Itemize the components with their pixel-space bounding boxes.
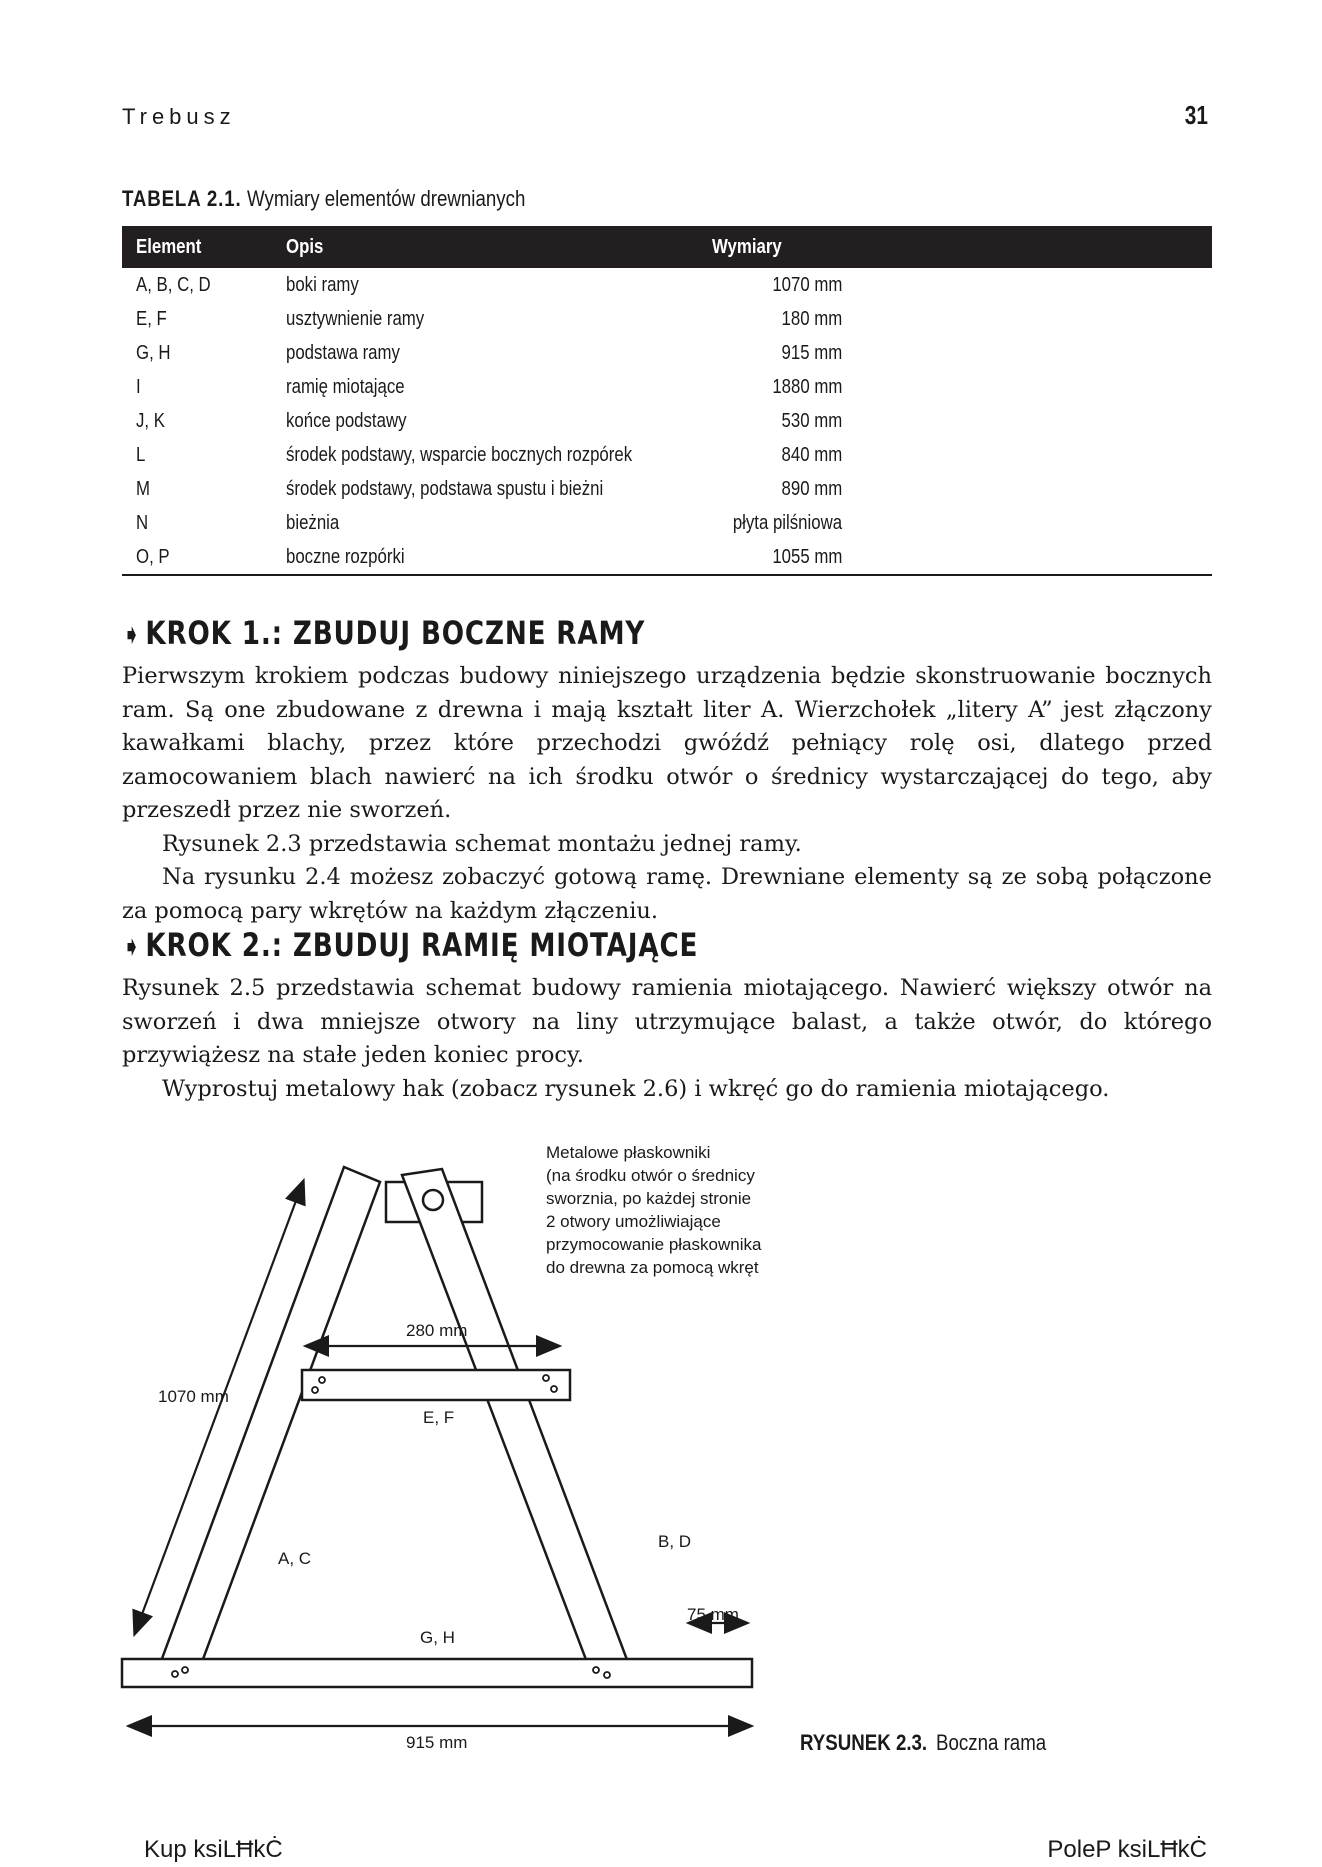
cell-element: A, B, C, D	[136, 273, 211, 296]
cell-dimension: płyta pilśniowa	[732, 511, 843, 534]
label-1070: 1070 mm	[158, 1387, 229, 1406]
table-row	[122, 438, 1212, 472]
cell-element: I	[136, 375, 141, 398]
table-row	[122, 336, 1212, 370]
table-row	[122, 404, 1212, 438]
cell-description: środek podstawy, wsparcie bocznych rozpórek	[286, 443, 633, 466]
column-header-dimensions: Wymiary	[712, 226, 854, 268]
figure-caption	[800, 1730, 1065, 1756]
cell-description: usztywnienie ramy	[286, 307, 425, 330]
running-title: Trebusz	[122, 104, 236, 129]
cell-dimension: 840 mm	[781, 443, 843, 466]
column-header-spacer	[854, 226, 1212, 268]
table-row	[122, 370, 1212, 404]
callout-line: (na środku otwór o średnicy	[546, 1166, 755, 1185]
crossbar-e-f	[302, 1370, 570, 1400]
footer-buy-link[interactable]: Kup ksiLĦkĊ	[144, 1836, 283, 1863]
step2-paragraph: Wyprostuj metalowy hak (zobacz rysunek 2.6) i wkręć go do ramienia miotającego.	[162, 1075, 1110, 1102]
label-a-c: A, C	[278, 1549, 312, 1568]
column-header-description: Opis	[286, 226, 712, 268]
table-header-row	[122, 226, 1212, 268]
label-e-f: E, F	[423, 1408, 455, 1427]
cell-element: L	[136, 443, 146, 466]
callout-line: 2 otwory umożliwiające	[546, 1212, 721, 1231]
arrow-marker-icon: ➧	[122, 618, 143, 651]
leg-a-c	[160, 1167, 380, 1678]
cell-dimension: 180 mm	[781, 307, 843, 330]
page-number: 31	[1184, 100, 1208, 130]
cell-description: bieżnia	[286, 511, 340, 534]
cell-element: M	[136, 477, 151, 500]
cell-description: podstawa ramy	[286, 341, 400, 364]
callout-line: do drewna za pomocą wkręt	[546, 1258, 759, 1277]
base-g-h	[122, 1659, 752, 1687]
column-header-element: Element	[122, 226, 286, 268]
table-row	[122, 268, 1212, 302]
cell-description: boki ramy	[286, 273, 359, 296]
cell-element: J, K	[136, 409, 165, 432]
step2-body	[122, 972, 1212, 1106]
table-caption-text: Wymiary elementów drewnianych	[246, 186, 526, 211]
label-b-d: B, D	[658, 1532, 692, 1551]
cell-dimension: 1070 mm	[772, 273, 843, 296]
cell-element: G, H	[136, 341, 171, 364]
cell-element: E, F	[136, 307, 167, 330]
label-75: 75 mm	[687, 1605, 739, 1624]
table-row	[122, 540, 1212, 575]
step2-paragraph: Rysunek 2.5 przedstawia schemat budowy ramienia miotającego. Nawierć większy otwór na sworzeń i dwa mniejsze otwory na liny utrzymujące balast, a także otwór, do którego przywiążesz na stałe jeden koniec procy.	[122, 975, 1212, 1068]
figure-caption-text: Boczna rama	[935, 1730, 1046, 1755]
cell-description: boczne rozpórki	[286, 545, 405, 568]
cell-element: N	[136, 511, 149, 534]
cell-dimension: 1880 mm	[772, 375, 843, 398]
callout-line: Metalowe płaskowniki	[546, 1143, 711, 1162]
side-frame-diagram	[110, 1130, 810, 1750]
step1-paragraph: Na rysunku 2.4 możesz zobaczyć gotową ramę. Drewniane elementy są ze sobą połączone za pomocą pary wkrętów na każdym złączeniu.	[122, 864, 1212, 924]
dimensions-table	[122, 226, 1212, 576]
cell-description: końce podstawy	[286, 409, 407, 432]
cell-dimension: 530 mm	[781, 409, 843, 432]
table-row	[122, 302, 1212, 336]
cell-dimension: 1055 mm	[772, 545, 843, 568]
cell-dimension: 890 mm	[781, 477, 843, 500]
cell-description: ramię miotające	[286, 375, 405, 398]
step1-paragraph: Pierwszym krokiem podczas budowy niniejszego urządzenia będzie skonstruowanie bocznych ram. Są one zbudowane z drewna i mają kształt liter A. Wierzchołek „litery A” jest złączony kawałkami blachy, przez które przechodzi gwóźdź pełniący rolę osi, dlatego przed zamocowaniem blach nawierć na ich środku otwór o średnicy wystarczającej do tego, aby przeszedł przez nie sworzeń.	[122, 663, 1212, 823]
label-915: 915 mm	[406, 1733, 468, 1750]
pin-hole	[423, 1190, 443, 1210]
cell-dimension: 915 mm	[781, 341, 843, 364]
step2-heading: ➧ KROK 2.: ZBUDUJ RAMIĘ MIOTAJĄCE	[122, 926, 699, 964]
figure-caption-label: RYSUNEK 2.3.	[800, 1730, 928, 1755]
step1-heading: ➧ KROK 1.: ZBUDUJ BOCZNE RAMY	[122, 614, 646, 652]
cell-element: O, P	[136, 545, 170, 568]
cell-description: środek podstawy, podstawa spustu i bieżni	[286, 477, 604, 500]
label-280: 280 mm	[406, 1321, 468, 1340]
table-caption-label: TABELA 2.1.	[122, 186, 242, 211]
table-row	[122, 506, 1212, 540]
label-g-h: G, H	[420, 1628, 455, 1647]
table-caption	[122, 186, 574, 212]
footer-recommend-link[interactable]: PoleP ksiLĦkĊ	[1047, 1836, 1207, 1863]
callout-line: sworznia, po każdej stronie	[546, 1189, 752, 1208]
step1-paragraph: Rysunek 2.3 przedstawia schemat montażu jednej ramy.	[162, 830, 802, 857]
step1-body	[122, 660, 1212, 928]
arrow-marker-icon: ➧	[122, 930, 143, 963]
callout-line: przymocowanie płaskownika	[546, 1235, 762, 1254]
table-row	[122, 472, 1212, 506]
